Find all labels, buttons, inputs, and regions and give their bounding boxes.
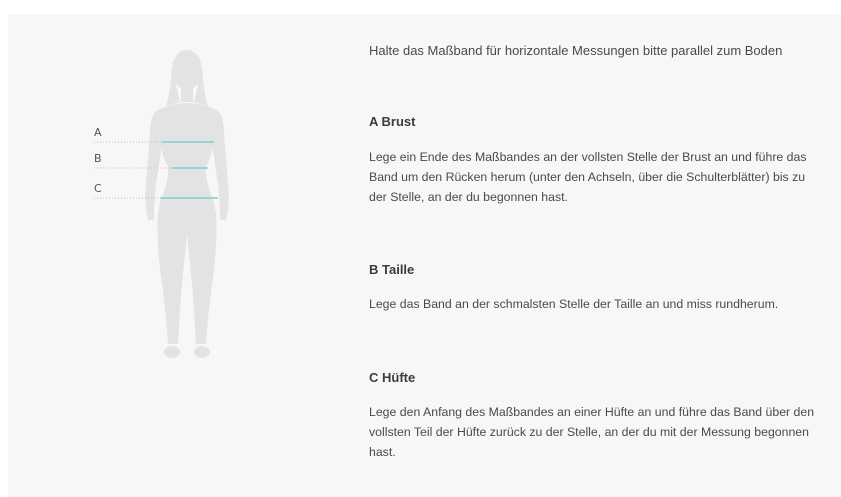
label-b: B <box>94 152 102 165</box>
section-title-huefte: C Hüfte <box>369 370 416 385</box>
silhouette-illustration <box>88 44 248 364</box>
label-c: C <box>94 182 102 195</box>
label-a: A <box>94 126 102 139</box>
section-text-brust: Lege ein Ende des Maßbandes an der vollsten Stelle der Brust an und führe das Band um den Rücken herum (unter den Achseln, über die Schulterblätter) bis zu der Stelle, an der du begonnen hast. <box>369 150 807 204</box>
section-title-taille: B Taille <box>369 262 415 277</box>
section-title-brust: A Brust <box>369 114 416 129</box>
measurement-guide-panel <box>8 14 841 497</box>
intro-text: Halte das Maßband für horizontale Messungen bitte parallel zum Boden <box>369 43 783 58</box>
body-figure <box>88 44 248 364</box>
section-text-huefte: Lege den Anfang des Maßbandes an einer Hüfte an und führe das Band über den vollsten Teil der Hüfte zurück zu der Stelle, an der du mit der Messung begonnen hast. <box>369 405 815 459</box>
section-text-taille: Lege das Band an der schmalsten Stelle der Taille an und miss rundherum. <box>369 297 779 311</box>
